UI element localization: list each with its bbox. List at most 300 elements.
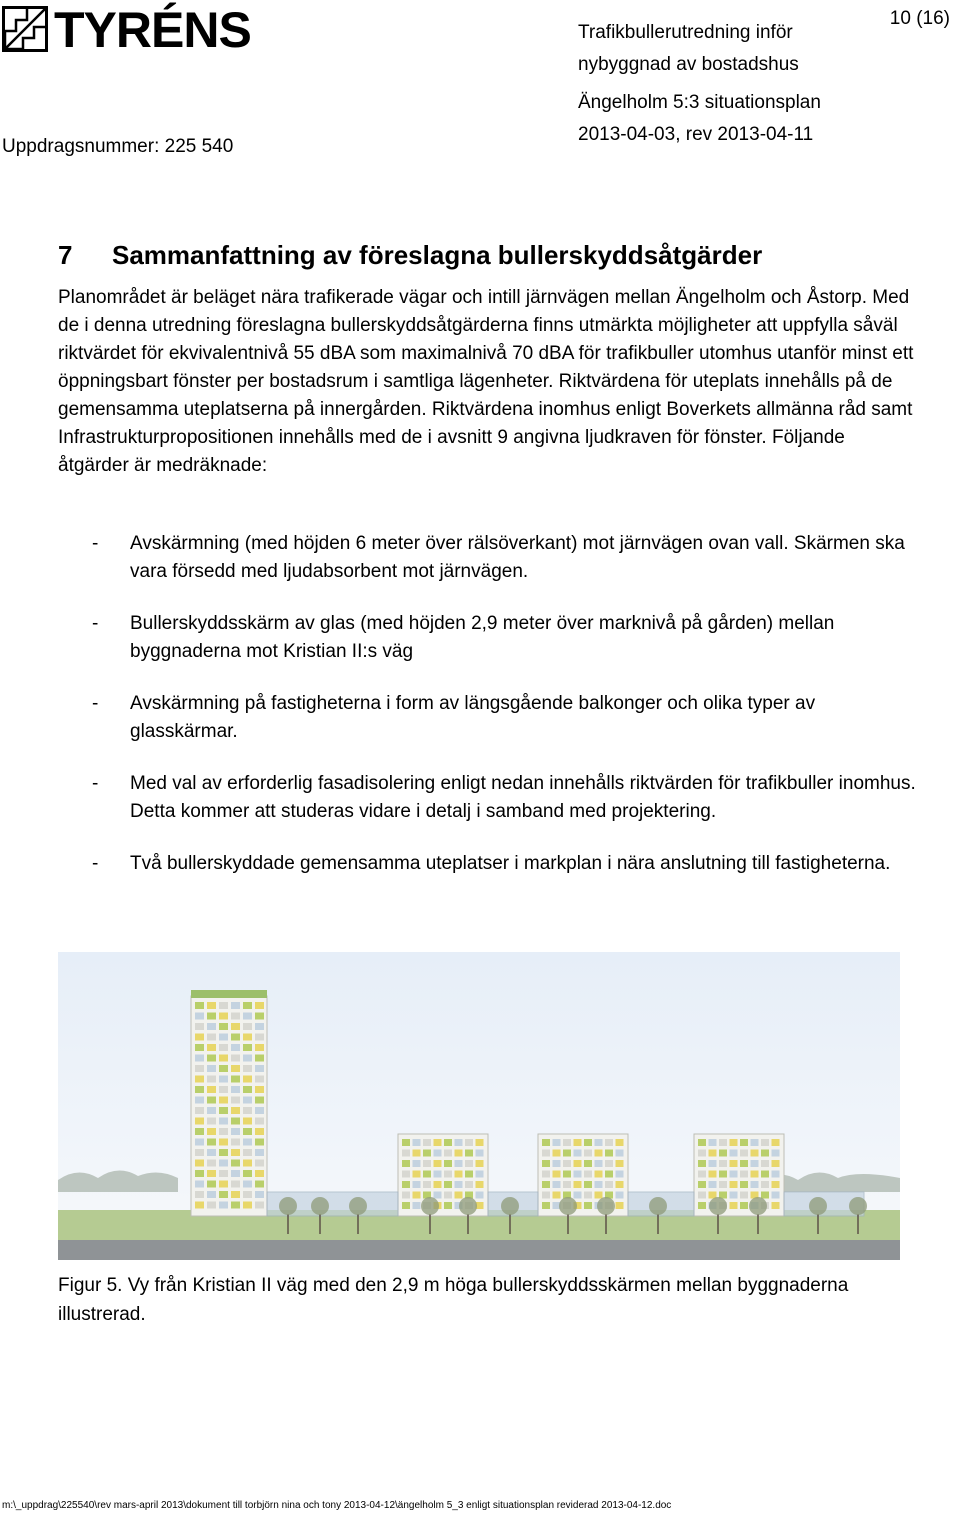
midrise-window — [402, 1202, 410, 1209]
midrise-window — [616, 1171, 624, 1178]
midrise-window — [719, 1171, 727, 1178]
midrise-window — [402, 1171, 410, 1178]
tower-window — [243, 1097, 252, 1104]
tower-window — [219, 1034, 228, 1041]
tower-window — [243, 1023, 252, 1030]
midrise-window — [761, 1139, 769, 1146]
midrise-window — [465, 1171, 473, 1178]
midrise-window — [563, 1150, 571, 1157]
tower-window — [195, 1002, 204, 1009]
midrise-window — [730, 1139, 738, 1146]
midrise-window — [605, 1139, 613, 1146]
midrise-window — [444, 1192, 452, 1199]
tower-window — [195, 1107, 204, 1114]
midrise-window — [423, 1171, 431, 1178]
tower-window — [195, 1160, 204, 1167]
midrise-window — [709, 1171, 717, 1178]
tower-window — [231, 1044, 240, 1051]
midrise-window — [761, 1160, 769, 1167]
list-item — [58, 850, 918, 878]
tower-window — [231, 1034, 240, 1041]
tree-crown — [349, 1197, 367, 1215]
midrise-window — [434, 1171, 442, 1178]
tower-window — [195, 1139, 204, 1146]
midrise-window — [476, 1171, 484, 1178]
midrise-window — [553, 1192, 561, 1199]
tower-window — [207, 1107, 216, 1114]
tower-window — [243, 1065, 252, 1072]
midrise-window — [444, 1171, 452, 1178]
tower-window — [243, 1128, 252, 1135]
tower-window — [195, 1065, 204, 1072]
tower-window — [231, 1065, 240, 1072]
tower-window — [219, 1065, 228, 1072]
midrise-window — [413, 1202, 421, 1209]
footer-file-path: m:\_uppdrag\225540\rev mars-april 2013\dokument till torbjörn nina och tony 2013-04-12\ängelholm 5_3 enligt situationsplan reviderad 2013-04-12.doc — [2, 1500, 672, 1511]
tower-window — [195, 1013, 204, 1020]
tower-window — [231, 1097, 240, 1104]
midrise-window — [402, 1160, 410, 1167]
tower-window — [207, 1149, 216, 1156]
tower-window — [207, 1170, 216, 1177]
midrise-window — [709, 1181, 717, 1188]
road — [58, 1240, 900, 1260]
midrise-window — [444, 1202, 452, 1209]
tower-window — [243, 1170, 252, 1177]
tree-crown — [421, 1197, 439, 1215]
midrise-window — [553, 1160, 561, 1167]
midrise-window — [595, 1150, 603, 1157]
midrise-window — [574, 1150, 582, 1157]
tower-window — [219, 1013, 228, 1020]
midrise-window — [751, 1171, 759, 1178]
midrise-window — [465, 1160, 473, 1167]
list-dash: - — [92, 613, 99, 634]
tree-crown — [849, 1197, 867, 1215]
document-dates: 2013-04-03, rev 2013-04-11 — [578, 124, 814, 145]
list-item-text: Bullerskyddsskärm av glas (med höjden 2,9 meter över marknivå på gården) mellan byggnaderna mot Kristian II:s väg — [130, 613, 835, 662]
midrise-window — [444, 1150, 452, 1157]
list-item — [58, 690, 918, 746]
page-number: 10 (16) — [889, 8, 950, 29]
tower-window — [243, 1044, 252, 1051]
midrise-window — [595, 1160, 603, 1167]
midrise-window — [574, 1160, 582, 1167]
list-dash: - — [92, 533, 99, 554]
midrise-window — [751, 1139, 759, 1146]
tower-window — [195, 1076, 204, 1083]
list-item — [58, 770, 918, 826]
section-heading — [58, 240, 762, 271]
midrise-window — [455, 1181, 463, 1188]
midrise-window — [740, 1139, 748, 1146]
tower-window — [231, 1160, 240, 1167]
tree-crown — [649, 1197, 667, 1215]
tower-window — [219, 1191, 228, 1198]
midrise-window — [553, 1181, 561, 1188]
tower-window — [243, 1055, 252, 1062]
midrise-window — [761, 1150, 769, 1157]
tower-window — [207, 1023, 216, 1030]
midrise-window — [444, 1181, 452, 1188]
midrise-window — [476, 1139, 484, 1146]
tower-window — [195, 1170, 204, 1177]
midrise-window — [584, 1181, 592, 1188]
tower-window — [255, 1002, 264, 1009]
tower-window — [231, 1013, 240, 1020]
tower-window — [231, 1023, 240, 1030]
header-document-info — [578, 17, 948, 151]
midrise-window — [719, 1181, 727, 1188]
midrise-window — [730, 1160, 738, 1167]
project-name: Ängelholm 5:3 situationsplan — [578, 92, 821, 113]
tree-crown — [809, 1197, 827, 1215]
tower-window — [255, 1118, 264, 1125]
midrise-window — [455, 1160, 463, 1167]
tower-window — [243, 1160, 252, 1167]
tower-window — [255, 1202, 264, 1209]
midrise-window — [563, 1171, 571, 1178]
midrise-window — [698, 1171, 706, 1178]
tree-crown — [749, 1197, 767, 1215]
midrise-window — [772, 1160, 780, 1167]
midrise-window — [698, 1202, 706, 1209]
tower-window — [219, 1055, 228, 1062]
tower-window — [219, 1023, 228, 1030]
midrise-window — [740, 1171, 748, 1178]
tree-crown — [559, 1197, 577, 1215]
midrise-window — [476, 1192, 484, 1199]
tree-crown — [279, 1197, 297, 1215]
tower-window — [243, 1107, 252, 1114]
midrise-window — [761, 1192, 769, 1199]
midrise-window — [584, 1160, 592, 1167]
tower-window — [255, 1191, 264, 1198]
list-dash: - — [92, 773, 99, 794]
midrise-window — [455, 1171, 463, 1178]
tower-window — [219, 1160, 228, 1167]
tower-window — [207, 1181, 216, 1188]
list-item-text: Avskärmning (med höjden 6 meter över rälsöverkant) mot järnvägen ovan vall. Skärmen ska vara försedd med ljudabsorbent mot järnvägen. — [130, 533, 905, 582]
midrise-window — [434, 1181, 442, 1188]
midrise-window — [542, 1150, 550, 1157]
midrise-window — [402, 1139, 410, 1146]
tower-window — [231, 1202, 240, 1209]
midrise-window — [740, 1160, 748, 1167]
tower-window — [207, 1118, 216, 1125]
midrise-window — [698, 1139, 706, 1146]
tower-window — [255, 1044, 264, 1051]
midrise-window — [465, 1139, 473, 1146]
midrise-window — [595, 1181, 603, 1188]
tower-window — [231, 1181, 240, 1188]
tower-window — [231, 1139, 240, 1146]
tower-window — [255, 1055, 264, 1062]
tower-window — [219, 1170, 228, 1177]
tower-window — [207, 1065, 216, 1072]
midrise-window — [574, 1181, 582, 1188]
tower-window — [231, 1055, 240, 1062]
midrise-window — [740, 1150, 748, 1157]
midrise-window — [584, 1150, 592, 1157]
tower-window — [207, 1139, 216, 1146]
midrise-window — [434, 1160, 442, 1167]
tower-window — [207, 1160, 216, 1167]
midrise-window — [740, 1192, 748, 1199]
midrise-window — [616, 1150, 624, 1157]
midrise-window — [563, 1160, 571, 1167]
midrise-window — [605, 1160, 613, 1167]
midrise-window — [413, 1160, 421, 1167]
tower-window — [195, 1181, 204, 1188]
midrise-window — [553, 1139, 561, 1146]
midrise-window — [584, 1192, 592, 1199]
tower-window — [195, 1149, 204, 1156]
tower-window — [255, 1128, 264, 1135]
tower-window — [255, 1076, 264, 1083]
midrise-window — [751, 1150, 759, 1157]
midrise-window — [709, 1150, 717, 1157]
midrise-window — [542, 1171, 550, 1178]
midrise-window — [595, 1192, 603, 1199]
tree-crown — [311, 1197, 329, 1215]
tyrens-logo — [2, 2, 251, 58]
tree-crown — [709, 1197, 727, 1215]
midrise-window — [476, 1181, 484, 1188]
midrise-window — [423, 1181, 431, 1188]
midrise-window — [434, 1139, 442, 1146]
midrise-window — [772, 1181, 780, 1188]
midrise-window — [751, 1160, 759, 1167]
midrise-window — [584, 1202, 592, 1209]
list-dash: - — [92, 693, 99, 714]
midrise-window — [709, 1160, 717, 1167]
midrise-window — [465, 1181, 473, 1188]
tower-window — [195, 1118, 204, 1125]
midrise-window — [730, 1181, 738, 1188]
midrise-window — [772, 1192, 780, 1199]
document-title-line-1: Trafikbullerutredning inför — [578, 22, 793, 43]
tower-window — [231, 1076, 240, 1083]
tower-window — [195, 1191, 204, 1198]
midrise-window — [730, 1150, 738, 1157]
midrise-window — [584, 1139, 592, 1146]
tower-window — [231, 1128, 240, 1135]
tower-window — [243, 1202, 252, 1209]
midrise-window — [542, 1192, 550, 1199]
section-number: 7 — [58, 240, 73, 270]
midrise-window — [542, 1160, 550, 1167]
figure-caption: Figur 5. Vy från Kristian II väg med den 2,9 m höga bullerskyddsskärmen mellan byggnaderna illustrerad. — [58, 1275, 849, 1325]
midrise-window — [423, 1160, 431, 1167]
tower-window — [243, 1118, 252, 1125]
midrise-window — [751, 1181, 759, 1188]
tower-window — [219, 1149, 228, 1156]
tower-window — [255, 1181, 264, 1188]
midrise-window — [616, 1192, 624, 1199]
midrise-window — [719, 1160, 727, 1167]
tower-window — [243, 1034, 252, 1041]
architectural-illustration — [58, 952, 900, 1260]
midrise-window — [413, 1181, 421, 1188]
tower-window — [219, 1118, 228, 1125]
midrise-window — [772, 1139, 780, 1146]
midrise-window — [434, 1192, 442, 1199]
midrise-window — [465, 1150, 473, 1157]
midrise-window — [455, 1139, 463, 1146]
assignment-number: Uppdragsnummer: 225 540 — [2, 136, 234, 157]
tower-window — [207, 1044, 216, 1051]
tower-window — [255, 1160, 264, 1167]
midrise-window — [455, 1150, 463, 1157]
tower-window — [243, 1139, 252, 1146]
tower-window — [243, 1076, 252, 1083]
tower-window — [231, 1107, 240, 1114]
tower-window — [219, 1076, 228, 1083]
midrise-window — [605, 1150, 613, 1157]
tower-window — [207, 1013, 216, 1020]
midrise-window — [761, 1181, 769, 1188]
tower-window — [207, 1076, 216, 1083]
tower-window — [255, 1065, 264, 1072]
midrise-window — [574, 1139, 582, 1146]
midrise-window — [616, 1139, 624, 1146]
midrise-window — [740, 1181, 748, 1188]
list-item — [58, 530, 918, 586]
midrise-window — [455, 1192, 463, 1199]
list-item-text: Avskärmning på fastigheterna i form av längsgående balkonger och olika typer av glasskärmar. — [130, 693, 816, 742]
midrise-window — [605, 1171, 613, 1178]
midrise-window — [574, 1171, 582, 1178]
measures-list — [58, 530, 918, 902]
midrise-window — [402, 1150, 410, 1157]
tower-window — [195, 1034, 204, 1041]
tower-window — [207, 1191, 216, 1198]
tower-window — [219, 1107, 228, 1114]
midrise-window — [730, 1171, 738, 1178]
tower-window — [219, 1002, 228, 1009]
tower-window — [255, 1086, 264, 1093]
midrise-window — [563, 1181, 571, 1188]
midrise-window — [444, 1160, 452, 1167]
midrise-window — [402, 1181, 410, 1188]
midrise-window — [413, 1171, 421, 1178]
document-title-line-2: nybyggnad av bostadshus — [578, 54, 799, 75]
midrise-window — [761, 1171, 769, 1178]
tower-window — [231, 1118, 240, 1125]
tower-window — [207, 1097, 216, 1104]
tower-window — [231, 1086, 240, 1093]
midrise-window — [772, 1150, 780, 1157]
midrise-window — [553, 1150, 561, 1157]
midrise-window — [542, 1181, 550, 1188]
tower-window — [231, 1002, 240, 1009]
midrise-window — [584, 1171, 592, 1178]
distant-treeline — [58, 1170, 178, 1192]
tower-window — [243, 1002, 252, 1009]
midrise-window — [709, 1139, 717, 1146]
tower-window — [195, 1097, 204, 1104]
tower-window — [219, 1181, 228, 1188]
tower-window — [207, 1034, 216, 1041]
midrise-window — [423, 1150, 431, 1157]
tower-window — [207, 1086, 216, 1093]
tower-window — [255, 1023, 264, 1030]
tower-window — [219, 1139, 228, 1146]
tower-window — [243, 1086, 252, 1093]
midrise-window — [434, 1150, 442, 1157]
midrise-window — [730, 1202, 738, 1209]
tower-window — [219, 1044, 228, 1051]
midrise-window — [553, 1171, 561, 1178]
tower-window — [255, 1107, 264, 1114]
list-item-text: Två bullerskyddade gemensamma uteplatser i markplan i nära anslutning till fastigheterna. — [130, 853, 891, 874]
midrise-window — [595, 1139, 603, 1146]
midrise-window — [476, 1150, 484, 1157]
tower-window — [207, 1128, 216, 1135]
midrise-window — [444, 1139, 452, 1146]
midrise-window — [413, 1192, 421, 1199]
midrise-window — [730, 1192, 738, 1199]
midrise-window — [719, 1139, 727, 1146]
tower-window — [207, 1002, 216, 1009]
midrise-window — [698, 1181, 706, 1188]
tower-window — [207, 1202, 216, 1209]
tower-window — [195, 1202, 204, 1209]
midrise-window — [542, 1139, 550, 1146]
midrise-window — [719, 1150, 727, 1157]
intro-paragraph: Planområdet är beläget nära trafikerade vägar och intill järnvägen mellan Ängelholm och Åstorp. Med de i denna utredning föreslagna bullerskyddsåtgärderna finns utmärkta möjligheter att uppfylla såväl riktvärdet för ekvivalentnivå 55 dBA som maximalnivå 70 dBA för trafikbuller utomhus utanför minst ett öppningsbart fönster per bostadsrum i samtliga lägenheter. Riktvärdena för uteplats innehålls på de gemensamma uteplatserna på innergården. Riktvärdena inomhus enligt Boverkets allmänna råd samt Infrastrukturpropositionen innehålls med de i avsnitt 9 angivna ljudkraven för fönster. Följande åtgärder är medräknade: — [58, 287, 914, 476]
section-title: Sammanfattning av föreslagna bullerskyddsåtgärder — [112, 240, 763, 270]
tower-window — [255, 1149, 264, 1156]
list-item-text: Med val av erforderlig fasadisolering enligt nedan innehålls riktvärden för trafikbuller inomhus. Detta kommer att studeras vidare i detalj i samband med projektering. — [130, 773, 916, 822]
midrise-window — [605, 1181, 613, 1188]
tower-window — [243, 1181, 252, 1188]
tower-window — [231, 1191, 240, 1198]
tower-window — [255, 1139, 264, 1146]
tree-crown — [597, 1197, 615, 1215]
tower-window — [255, 1034, 264, 1041]
midrise-window — [413, 1139, 421, 1146]
tyrens-logo-mark-icon — [2, 6, 48, 52]
tree-crown — [501, 1197, 519, 1215]
midrise-building-3 — [694, 1134, 784, 1216]
tower-building — [191, 990, 267, 1216]
midrise-window — [413, 1150, 421, 1157]
tower-window — [219, 1086, 228, 1093]
midrise-window — [772, 1171, 780, 1178]
tower-window — [195, 1128, 204, 1135]
midrise-window — [542, 1202, 550, 1209]
midrise-window — [616, 1160, 624, 1167]
midrise-window — [740, 1202, 748, 1209]
tower-window — [195, 1023, 204, 1030]
tower-window — [255, 1170, 264, 1177]
tower-window — [195, 1055, 204, 1062]
midrise-window — [616, 1202, 624, 1209]
midrise-window — [616, 1181, 624, 1188]
midrise-window — [476, 1160, 484, 1167]
tower-window — [231, 1149, 240, 1156]
midrise-window — [772, 1202, 780, 1209]
midrise-window — [402, 1192, 410, 1199]
tower-window — [195, 1086, 204, 1093]
tower-window — [243, 1013, 252, 1020]
tower-window — [219, 1202, 228, 1209]
list-dash: - — [92, 853, 99, 874]
midrise-window — [423, 1139, 431, 1146]
tower-window — [243, 1191, 252, 1198]
